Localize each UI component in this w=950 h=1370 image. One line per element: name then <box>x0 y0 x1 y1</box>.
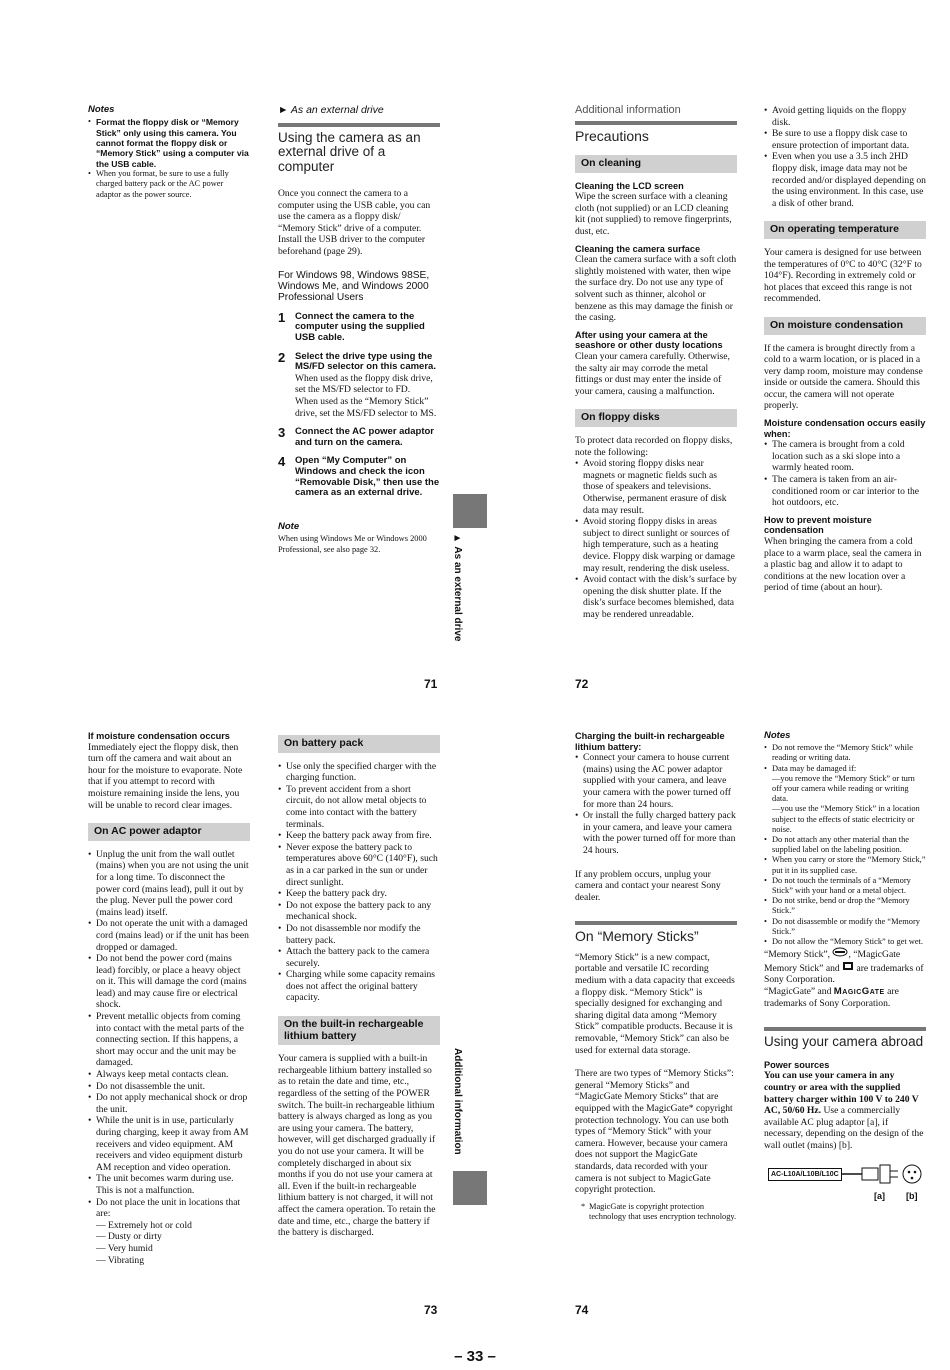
note-item: • Do not attach any other material than the supplied label on the labeling position. <box>764 835 909 855</box>
note-item: • Do not touch the terminals of a “Memory Stick” with your hand or a metal object. <box>764 875 911 896</box>
list-item: • Keep the battery pack dry. <box>278 888 387 900</box>
subheading: Cleaning the LCD screen <box>575 180 684 191</box>
note-text: When using Windows Me or Windows 2000 Professional, see also page 32. <box>278 534 427 554</box>
list-item: • Charging while some capacity remains does not affect the original battery capacity. <box>278 969 436 1004</box>
note-dash: —you remove the “Memory Stick” or turn off your camera while reading or writing data. <box>772 773 915 804</box>
section-tab <box>453 1171 487 1205</box>
page-title: Precautions <box>575 127 649 144</box>
list-item: • Attach the battery pack to the camera securely. <box>278 946 430 969</box>
page-number: 74 <box>575 1303 589 1317</box>
subheading: If moisture condensation occurs <box>88 731 230 741</box>
section-heading: On battery pack <box>278 735 440 753</box>
list-item: • The camera is brought from a cold location such as a ski slope into a warmly heated room. <box>764 439 905 474</box>
step-2: 2 Select the drive type using the MS/FD selector on this camera. When used as the floppy disk drive, set the MS/FD selector to FD. When used as the “Memory Stick” drive, set the MS/FD selector to MS. <box>278 349 437 419</box>
note-item: • Data may be damaged if: <box>764 763 857 773</box>
subheading: Moisture condensation occurs easily when: <box>764 418 926 439</box>
p71-notes <box>88 105 250 200</box>
list-item: • Even when you use a 3.5 inch 2HD floppy disk, image data may not be recorded and/or displayed depending on the using environment. In this case, use a disk of other brand. <box>764 151 926 209</box>
label-a: [a] <box>874 1191 885 1202</box>
section-tab <box>453 494 487 528</box>
notes-heading: Notes <box>764 730 791 741</box>
paragraph: Immediately eject the floppy disk, then turn off the camera and wait about an hour for the moisture to evaporate. Note that if you attempt to record with moisture remaining inside the lens, you will be unable to record clear images. <box>88 741 243 811</box>
section-title: Using your camera abroad <box>764 1034 924 1050</box>
page-title: Using the camera as an external drive of a computer <box>278 129 421 174</box>
note-item: • Do not disassemble or modify the “Memory Stick.” <box>764 916 920 936</box>
list-item: • Avoid contact with the disk’s surface by opening the disk shutter plate. If the disk’s surface becomes blemished, data may be rendered unreadable. <box>575 574 737 620</box>
list-item: • Do not place the unit in locations that are: <box>88 1196 241 1220</box>
p73-left <box>88 731 250 1266</box>
p73-right <box>278 727 440 1239</box>
subheading: Charging the built-in rechargeable lithium battery: <box>575 731 725 752</box>
trademark-text: “Memory Stick”, , “MagicGate Memory Stick” and are trademarks of Sony Corporation. <box>764 949 924 986</box>
list-item: • Do not operate the unit with a damaged cord (mains lead) or if the unit has been dropped or damaged. <box>88 918 249 953</box>
plug-adaptor-diagram <box>764 1163 926 1205</box>
side-label: Additional information <box>452 1048 463 1155</box>
note-item: • When you format, be sure to use a fully charged battery pack or the AC power adaptor as the power source. <box>88 169 229 199</box>
paragraph: There are two types of “Memory Sticks”: general “Memory Sticks” and “MagicGate Memory Sticks” that are equipped with the MagicGate* copyright protection technology. You can use both types of “Memory Stick” with your camera. However, because your camera does not support the MagicGate standards, data recorded with your camera is not subject to MagicGate copyright protection. <box>575 1068 734 1196</box>
subheading: How to prevent moisture condensation <box>764 514 872 536</box>
note-heading: Note <box>278 520 300 532</box>
list-item: • Connect your camera to house current (mains) using the AC power adaptor supplied with your camera, and leave your camera with the power turned off for more than 24 hours. <box>575 752 731 810</box>
magicgate-logo-icon <box>842 961 854 971</box>
list-item: • Always keep metal contacts clean. <box>88 1069 229 1081</box>
paragraph: Wipe the screen surface with a cleaning cloth (not supplied) or an LCD cleaning kit (not supplied) to remove fingerprints, dust, etc. <box>575 191 732 238</box>
note-item: • Format the floppy disk or “Memory Stick” only using this camera. You cannot format the floppy disk or “Memory Stick” using a computer via the USB cable. <box>88 117 249 169</box>
list-item: • Or install the fully charged battery pack in your camera, and leave your camera with the power turned off for more than 24 hours. <box>575 810 736 856</box>
list-item: • Use only the specified charger with the charging function. <box>278 760 437 784</box>
plug-icon <box>842 1163 922 1189</box>
step-4: 4 Open “My Computer” on Windows and check the icon “Removable Disk,” then use the camera as an external drive. <box>278 454 440 499</box>
list-item: • Do not disassemble the unit. <box>88 1080 205 1092</box>
sheet-footer: – 33 – <box>454 1348 496 1365</box>
label-b: [b] <box>906 1191 918 1202</box>
magicgate-wordmark: MagicGate <box>833 986 885 998</box>
page-number: 71 <box>424 677 438 691</box>
page-number: 72 <box>575 677 589 691</box>
list-item: • While the unit is in use, particularly during charging, keep it away from AM receivers and video equipment. AM receivers and video equipment disturb AM reception and video operation. <box>88 1115 249 1173</box>
memory-stick-logo-icon <box>832 947 848 957</box>
section-heading: On cleaning <box>575 155 737 173</box>
list-item: • Avoid storing floppy disks in areas subject to direct sunlight or sources of high temperature, such as a heating device. Floppy disk warping or damage may result, rendering the disk useless. <box>575 516 735 574</box>
list-item: • Do not bend the power cord (mains lead) forcibly, or place a heavy object on it. This will damage the cord (mains lead) and may cause fire or electrical shock. <box>88 953 247 1011</box>
note-dash: —you use the “Memory Stick” in a location subject to the effects of static electricity or noise. <box>772 804 920 834</box>
paragraph: If the camera is brought directly from a cold to a warm location, or is placed in a very damp room, moisture may condense inside or outside the camera. Should this occur, the camera will not operate properly. <box>764 342 923 412</box>
paragraph: Your camera is supplied with a built-in rechargeable lithium battery installed so as to retain the date and time, etc., regardless of the setting of the POWER switch. The built-in rechargeable lithium battery is always charged as long as you are using your camera. The battery, however, will get discharged gradually if you do not use your camera. It will be completely discharged in about six months if you do not use your camera at all. Even if the built-in rechargeable lithium battery is not charged, it will not affect the camera operation. To retain the date and time, etc., charge the battery if the battery is discharged. <box>278 1053 436 1239</box>
dash-item: — Dusty or dirty <box>96 1231 162 1243</box>
paragraph: Your camera is designed for use between the temperatures of 0°C to 40°C (32°F to 104°F). Recording in extremely cold or hot places that exceed this range is not recommended. <box>764 246 922 305</box>
side-label: ► As an external drive <box>452 533 463 642</box>
list-item: • Do not apply mechanical shock or drop the unit. <box>88 1092 248 1115</box>
step-3: 3 Connect the AC power adaptor and turn on the camera. <box>278 425 434 448</box>
paragraph: Clean the camera surface with a soft cloth slightly moistened with water, then wipe the surface dry. Do not use any type of solvent such as thinner, alcohol or benzene as this may damage the finish or the casing. <box>575 254 737 324</box>
p74-right <box>764 731 926 1205</box>
paragraph: You can use your camera in any country or area with the supplied battery charger within 100 V to 240 V AC, 50/60 Hz. Use a commercially available AC plug adaptor [a], if necessary, depending on the design of the wall outlet (mains) [b]. <box>764 1070 924 1151</box>
section-heading: On floppy disks <box>575 409 737 427</box>
note-item: • Do not allow the “Memory Stick” to get wet. <box>764 937 923 947</box>
subheading: Power sources <box>764 1059 830 1070</box>
section-heading: On moisture condensation <box>764 317 926 335</box>
os-heading: For Windows 98, Windows 98SE, Windows Me, and Windows 2000 Professional Users <box>278 269 430 304</box>
dash-item: — Extremely hot or cold <box>96 1219 192 1231</box>
paragraph: Clean your camera carefully. Otherwise, the salty air may corrode the metal fittings or dust may enter the inside of your camera, causing a malfunction. <box>575 351 730 397</box>
list-item: • Keep the battery pack away from fire. <box>278 830 432 842</box>
page-number: 73 <box>424 1303 438 1317</box>
p72-left <box>575 105 737 620</box>
subheading: Cleaning the camera surface <box>575 243 701 254</box>
category-label: Additional information <box>575 104 681 116</box>
list-item: • Unplug the unit from the wall outlet (mains) when you are not using the unit for a long time. To disconnect the power cord (mains lead), pull it out by the plug. Never pull the power cord (mains lead) itself. <box>88 848 249 918</box>
intro-text: Once you connect the camera to a computer using the USB cable, you can use the camera as a floppy disk/ “Memory Stick” drive of a computer. Install the USB driver to the computer beforehand (page 29). <box>278 188 431 258</box>
footnote: * MagicGate is copyright protection technology that uses encryption technology. <box>581 1201 737 1221</box>
p71-main <box>278 105 440 555</box>
step-1: 1 Connect the camera to the computer using the supplied USB cable. <box>278 309 425 344</box>
list-item: • Avoid getting liquids on the floppy disk. <box>764 105 907 128</box>
paragraph: If any problem occurs, unplug your camera and contact your nearest Sony dealer. <box>575 868 721 903</box>
note-item: • Do not remove the “Memory Stick” while reading or writing data. <box>764 743 913 763</box>
section-heading: On AC power adaptor <box>88 823 250 841</box>
note-item: • When you carry or store the “Memory Stick,” put it in its supplied case. <box>764 855 926 875</box>
paragraph: To protect data recorded on floppy disks, note the following: <box>575 434 733 458</box>
list-item: • Do not disassemble nor modify the battery pack. <box>278 922 421 946</box>
dash-item: — Vibrating <box>96 1254 145 1266</box>
list-item: • To prevent accident from a short circuit, do not allow metal objects to come into contact with the battery terminals. <box>278 783 427 830</box>
list-item: • Prevent metallic objects from coming into contact with the metal parts of the connecting section. If this happens, a short may occur and the unit may be damaged. <box>88 1011 244 1069</box>
breadcrumb: ► As an external drive <box>278 104 384 116</box>
paragraph: “Memory Stick” is a new compact, portable and versatile IC recording medium with a data capacity that exceeds a floppy disk. “Memory Stick” is specially designed for exchanging and sharing digital data among “Memory Stick” compatible products. Because it is removable, “Memory Stick” can also be used for external data storage. <box>575 951 735 1056</box>
trademark-text: “MagicGate” and MagicGate are trademarks of Sony Corporation. <box>764 986 899 1009</box>
adaptor-label: AC-L10A/L10B/L10C <box>768 1168 842 1181</box>
p72-right <box>764 105 926 594</box>
list-item: • Do not expose the battery pack to any mechanical shock. <box>278 899 432 923</box>
dash-item: — Very humid <box>96 1242 153 1254</box>
section-heading: On the built-in rechargeable lithium battery <box>278 1016 440 1045</box>
note-item: • Do not strike, bend or drop the “Memory Stick.” <box>764 896 910 916</box>
list-item: • The unit becomes warm during use. This is not a malfunction. <box>88 1173 234 1196</box>
section-title: On “Memory Sticks” <box>575 928 699 945</box>
list-item: • Be sure to use a floppy disk case to ensure protection of important data. <box>764 128 910 151</box>
list-item: • Never expose the battery pack to temperatures above 60°C (140°F), such as in a car parked in the sun or under direct sunlight. <box>278 841 438 888</box>
section-heading: On operating temperature <box>764 221 926 239</box>
paragraph: When bringing the camera from a cold place to a warm place, seal the camera in a plastic bag and allow it to adapt to conditions at the new location over a period of time (about an hour). <box>764 536 922 594</box>
list-item: • Avoid storing floppy disks near magnets or magnetic fields such as those of speakers and televisions. Otherwise, permanent erasure of disk data may result. <box>575 458 727 516</box>
subheading: After using your camera at the seashore or other dusty locations <box>575 329 723 351</box>
p74-left <box>575 731 737 1222</box>
list-item: • The camera is taken from an air-conditioned room or car interior to the hot outdoors, etc. <box>764 474 920 509</box>
notes-heading: Notes <box>88 104 115 115</box>
